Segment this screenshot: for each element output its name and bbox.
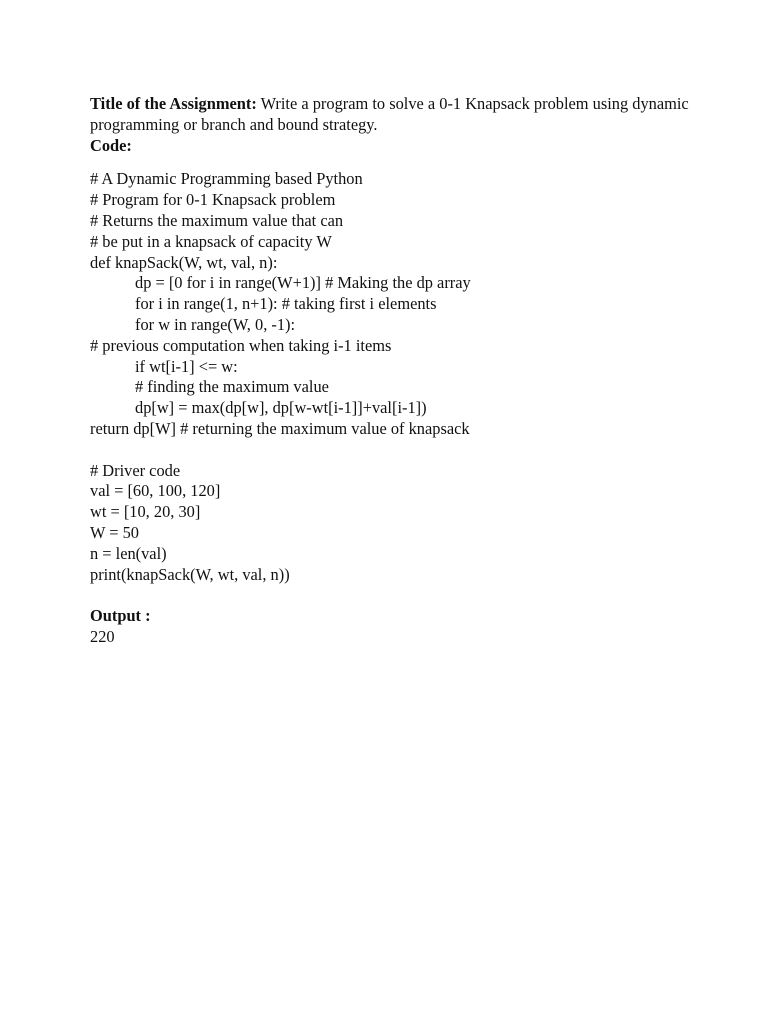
- document-page: [90, 94, 730, 648]
- code-line: # finding the maximum value: [135, 377, 329, 397]
- code-line: def knapSack(W, wt, val, n):: [90, 252, 278, 272]
- title-label: Title of the Assignment:: [90, 94, 257, 113]
- code-line: val = [60, 100, 120]: [90, 481, 221, 501]
- code-line: if wt[i-1] <= w:: [135, 356, 238, 376]
- code-line: # Returns the maximum value that can: [90, 210, 344, 230]
- code-line: # A Dynamic Programming based Python: [90, 169, 363, 189]
- spacer: [90, 585, 730, 606]
- code-label: Code:: [90, 135, 132, 155]
- code-line: # previous computation when taking i-1 items: [90, 335, 392, 355]
- output-label: Output :: [90, 606, 151, 626]
- code-line: # be put in a knapsack of capacity W: [90, 231, 332, 251]
- title-text: Write a program to solve a 0-1 Knapsack problem using dynamic programming or branch and bound strategy.: [90, 94, 689, 134]
- code-line: W = 50: [90, 522, 140, 542]
- code-block: [90, 169, 730, 585]
- code-line: for i in range(1, n+1): # taking first i elements: [135, 294, 437, 314]
- code-line: dp = [0 for i in range(W+1)] # Making the dp array: [135, 273, 471, 293]
- code-line: # Program for 0-1 Knapsack problem: [90, 190, 336, 210]
- code-line: # Driver code: [90, 460, 181, 480]
- code-line: n = len(val): [90, 543, 167, 563]
- code-line: print(knapSack(W, wt, val, n)): [90, 564, 290, 584]
- code-line: for w in range(W, 0, -1):: [135, 314, 296, 334]
- output-value: 220: [90, 626, 115, 646]
- assignment-title: [90, 94, 730, 136]
- code-line: dp[w] = max(dp[w], dp[w-wt[i-1]]+val[i-1]): [135, 398, 427, 418]
- code-line: return dp[W] # returning the maximum value of knapsack: [90, 418, 470, 438]
- code-line: wt = [10, 20, 30]: [90, 502, 201, 522]
- code-line: [90, 440, 730, 461]
